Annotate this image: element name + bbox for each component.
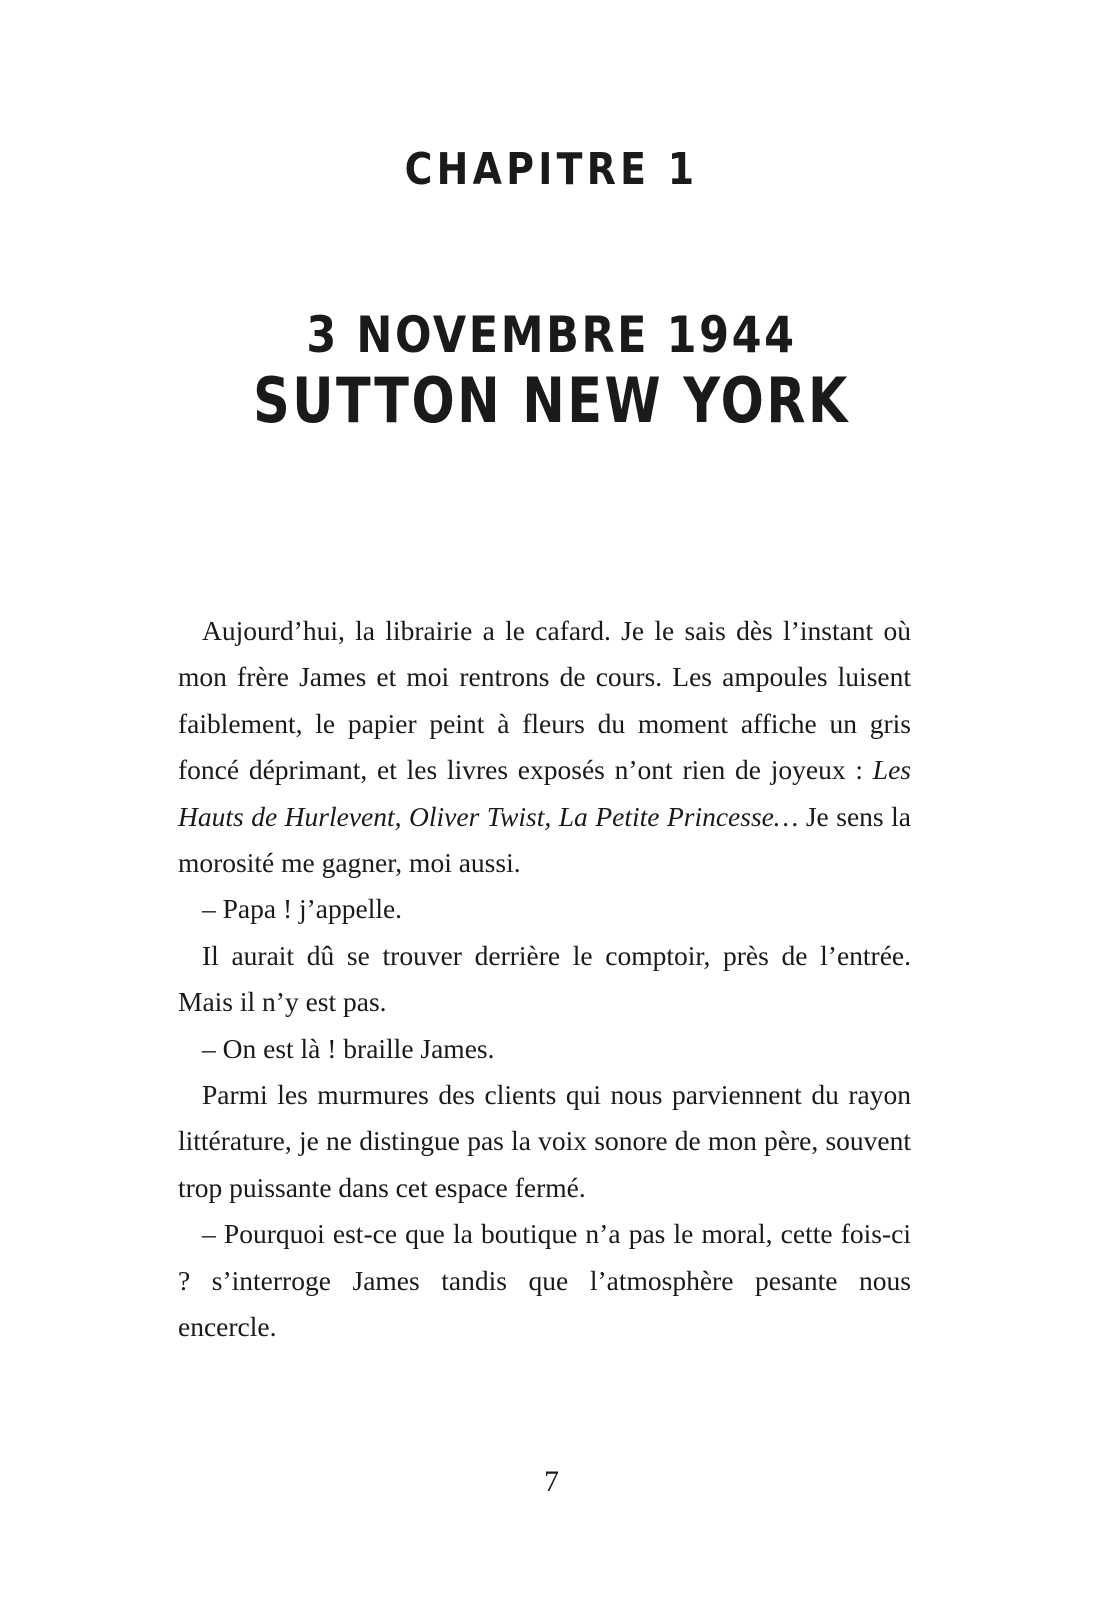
paragraph: Il aurait dû se trouver derrière le comptoir, près de l’entrée. Mais il n’y est pas. xyxy=(178,939,911,1018)
paragraph xyxy=(178,608,911,886)
body-text xyxy=(178,608,911,1351)
book-titles: Les Hauts de Hurlevent, Oliver Twist, La Petite Princesse… xyxy=(178,754,911,832)
dialogue-line: – On est là ! braille James. xyxy=(202,1032,495,1064)
chapter-date: 3 NOVEMBRE 1944 xyxy=(306,306,797,364)
chapter-place: SUTTON NEW YORK xyxy=(253,364,850,437)
chapter-label: CHAPITRE 1 xyxy=(404,144,699,195)
dialogue-line: – Papa ! j’appelle. xyxy=(202,893,403,925)
dialogue-line: – Pourquoi est-ce que la boutique n’a pas le moral, cette fois-ci ? s’interroge James tandis que l’atmosphère pesante nous encercle. xyxy=(178,1218,911,1343)
paragraph: Parmi les murmures des clients qui nous parviennent du rayon littérature, je ne distingue pas la voix sonore de mon père, souvent trop puissante dans cet espace fermé. xyxy=(178,1079,911,1203)
paragraph-text: Aujourd’hui, la librairie a le cafard. Je le sais dès l’instant où mon frère James et moi rentrons de cours. Les ampoules luisent faiblement, le papier peint à fleurs du moment affiche un gris foncé déprimant, et les livres exposés n’ont rien de joyeux : xyxy=(178,615,911,786)
paragraph-text: Je sens la morosité me gagner, moi aussi. xyxy=(178,800,911,879)
page-number: 7 xyxy=(544,1465,559,1498)
chapter-title xyxy=(0,308,1103,435)
